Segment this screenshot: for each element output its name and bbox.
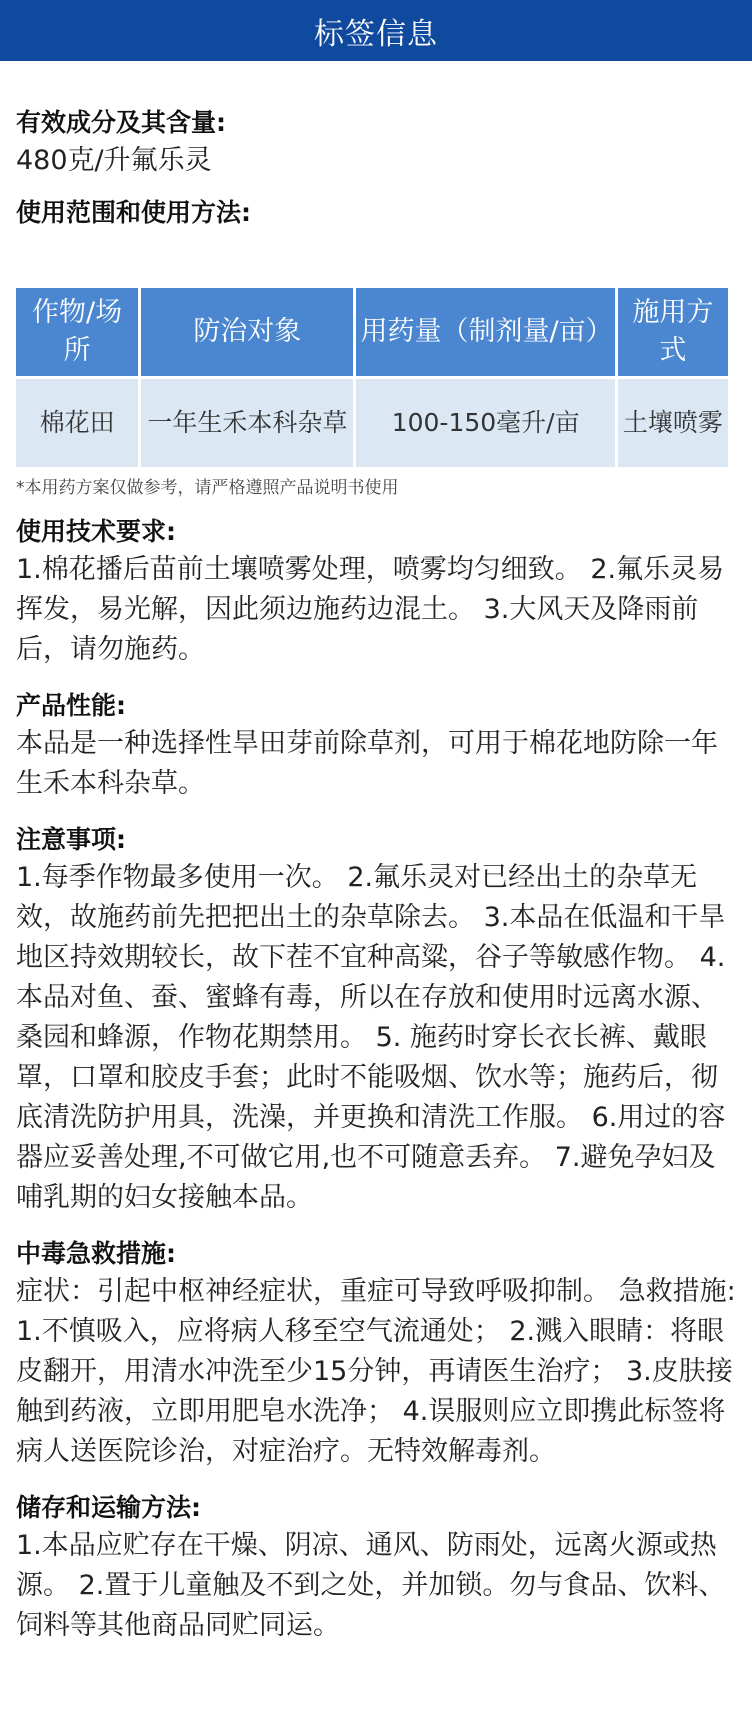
table-header-crop: 作物/场所 <box>16 288 138 376</box>
table-row <box>16 379 728 467</box>
table-cell-crop: 棉花田 <box>16 379 138 467</box>
table-cell-target: 一年生禾本科杂草 <box>141 379 353 467</box>
tech-title: 使用技术要求: <box>16 517 176 546</box>
section-tech <box>16 500 736 670</box>
label-content <box>0 61 752 1646</box>
table-header-row <box>16 288 728 376</box>
poison-title: 中毒急救措施: <box>16 1239 176 1268</box>
section-ingredients <box>16 61 736 181</box>
caution-body: 1.每季作物最多使用一次。 2.氟乐灵对已经出土的杂草无效，故施药前先把把出土的杂草除去。 3.本品在低温和干旱地区持效期较长，故下茬不宜种高粱，谷子等敏感作物。 4.本品对鱼、蚕、蜜蜂有毒，所以在存放和使用时远离水源、桑园和蜂源，作物花期禁用。 5. 施药时穿长衣长裤、戴眼罩，口罩和胶皮手套；此时不能吸烟、饮水等；施药后，彻底清洗防护用具，洗澡，并更换和清洗工作服。 6.用过的容器应妥善处理,不可做它用,也不可随意丢弃。 7.避免孕妇及哺乳期的妇女接触本品。 <box>16 862 726 1213</box>
usage-table-wrap <box>16 285 736 500</box>
storage-title: 储存和运输方法: <box>16 1493 201 1522</box>
table-header-method: 施用方式 <box>618 288 728 376</box>
poison-body: 症状：引起中枢神经症状，重症可导致呼吸抑制。 急救措施: 1.不慎吸入，应将病人移至空气流通处； 2.溅入眼睛：将眼皮翻开，用清水冲洗至少15分钟，再请医生治疗； 3.皮肤接触到药液，立即用肥皂水洗净； 4.误服则应立即携此标签将病人送医院诊治，对症治疗。无特效解毒剂。 <box>16 1276 736 1467</box>
table-header-dosage: 用药量（制剂量/亩） <box>356 288 614 376</box>
section-performance <box>16 670 736 804</box>
usage-table <box>13 285 731 470</box>
section-storage <box>16 1472 736 1646</box>
table-note: *本用药方案仅做参考，请严格遵照产品说明书使用 <box>16 478 399 498</box>
page-header <box>0 0 752 61</box>
ingredients-body: 480克/升氟乐灵 <box>16 145 212 176</box>
tech-body: 1.棉花播后苗前土壤喷雾处理，喷雾均匀细致。 2.氟乐灵易挥发，易光解，因此须边施药边混土。 3.大风天及降雨前后，请勿施药。 <box>16 554 725 665</box>
performance-body: 本品是一种选择性旱田芽前除草剂，可用于棉花地防除一年生禾本科杂草。 <box>16 728 718 799</box>
performance-title: 产品性能: <box>16 691 126 720</box>
section-caution <box>16 804 736 1218</box>
storage-body: 1.本品应贮存在干燥、阴凉、通风、防雨处，远离火源或热源。 2.置于儿童触及不到之处，并加锁。勿与食品、饮料、饲料等其他商品同贮同运。 <box>16 1530 726 1641</box>
table-cell-method: 土壤喷雾 <box>618 379 728 467</box>
section-poison <box>16 1218 736 1472</box>
ingredients-title: 有效成分及其含量: <box>16 108 226 137</box>
caution-title: 注意事项: <box>16 825 126 854</box>
section-usage-scope <box>16 181 736 229</box>
usage-scope-title: 使用范围和使用方法: <box>16 198 251 227</box>
page-title: 标签信息 <box>314 16 438 52</box>
table-header-target: 防治对象 <box>141 288 353 376</box>
table-cell-dosage: 100-150毫升/亩 <box>356 379 614 467</box>
